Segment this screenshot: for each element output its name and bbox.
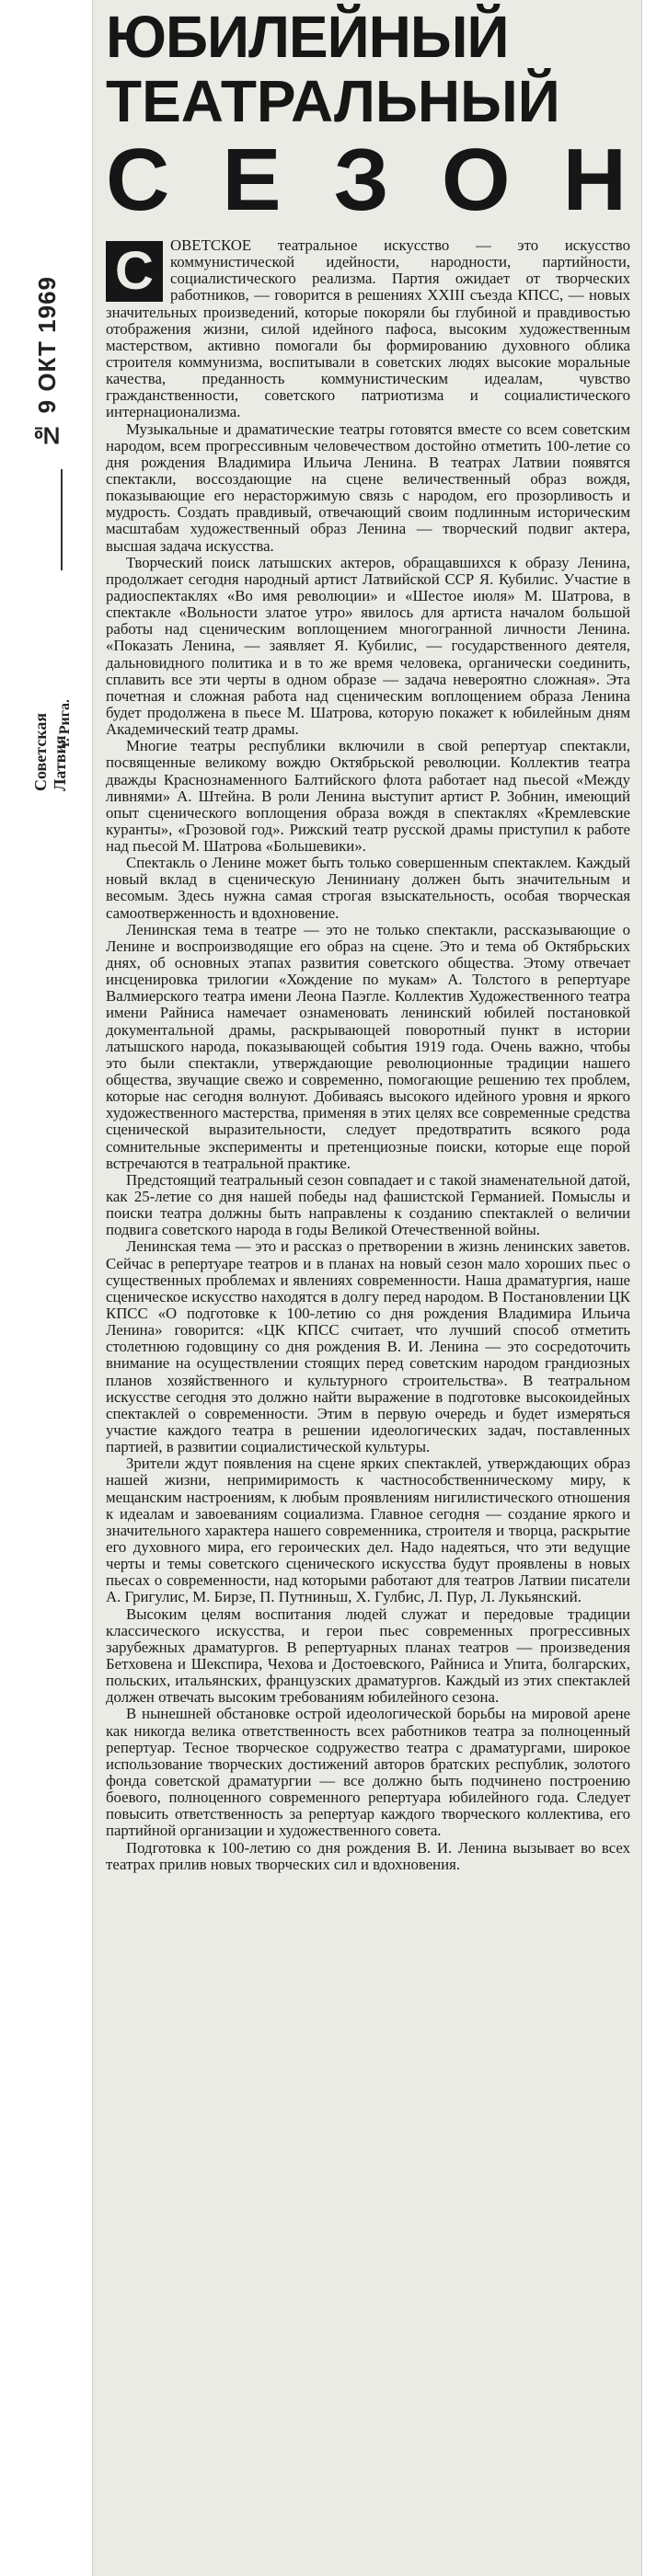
headline-letter: З (333, 131, 389, 229)
article-paragraph: Высоким целям воспитания людей служат и передовые традиции классического искусства, и герои пьес современных прогрессивных зарубежных драматургов. В репертуарных планах театров — произведения Бетховена и Шекспира, Чехова и Достоевского, Райниса и Упита, болгарских, польских, итальянских, французских драматургов. Каждый из этих спектаклей должен отвечать высоким требованиям юбилейного сезона. (106, 1604, 630, 1707)
headline-line-1: ЮБИЛЕЙНЫЙ (106, 4, 509, 70)
article-paragraph: Ленинская тема — это и рассказ о претворении в жизнь ленинских заветов. Сейчас в репертуаре театров и в планах на новый сезон мало хороших пьес о существенных проблемах и явлениях современности. Наша драматургия, наше сценическое искусство находятся в долгу перед народом. В Постановлении ЦК КПСС «О подготовке к 100-летию со дня рождения Владимира Ильича Ленина» говорится: «ЦК КПСС считает, что лучший способ отметить столетнюю годовщину со дня рождения В. И. Ленина — это сосредоточить внимание на осуществлении стоящих перед советским народом грандиозных планов хозяйственного и культурного строительства». В театральном искусстве сегодня это должно найти выражение в подготовке высокоидейных спектаклей о современности. Этим в первую очередь и будет измеряться участие каждого театра в решении идеологических задач, поставленных партией, в развитии социалистической культуры. (106, 1237, 630, 1456)
article-paragraph: Многие театры республики включили в свой репертуар спектакли, посвященные великому вождю Октябрьской революции. Коллектив театра дважды Краснознаменного Балтийского флота работает над пьесой «Между ливнями» А. Штейна. В роли Ленина выступит артист Р. Зобнин, имеющий опыт сценического воплощения образа вождя в спектаклях «Кремлевские куранты», «Грозовой год». Рижский театр русской драмы приступил к работе над пьесой М. Шатрова «Большевики». (106, 737, 630, 856)
article-paragraph: Подготовка к 100-летию со дня рождения В. И. Ленина вызывает во всех театрах прилив новых творческих сил и вдохновения. (106, 1838, 630, 1873)
article-paragraph: Творческий поиск латышских актеров, обращавшихся к образу Ленина, продолжает сегодня народный артист Латвийской ССР Я. Кубилис. Участие в радиоспектаклях «Во имя революции» и «Шестое июля» М. Шатрова, в спектакле «Вольности златое утро» явилось для артиста началом большой работы над сценическим воплощением многогранной личности Ленина. «Показать Ленина, — заявляет Я. Кубилис, — государственного деятеля, дальновидного политика и в то же время человека, органически соединить, сплавить все эти черты в одном образе — задача невероятно сложная». Эта почетная и сложная работа над сценическим воплощением образа Ленина будет продолжена в пьесе М. Шатрова, которую покажет к юбилейным дням Академический театр драмы. (106, 553, 630, 739)
archive-stamp (26, 276, 90, 791)
article-paragraph: Ленинская тема в театре — это не только спектакли, рассказывающие о Ленине и воспроизводящие его образ на сцене. Это и тема об Октябрьских днях, об основных этапах развития советского общества. Этому отвечает инсценировка трилогии «Хождение по мукам» А. Толстого в репертуаре Валмиерского театра имени Леона Паэгле. Коллектив Художественного театра имени Райниса намечает ознаменовать ленинский юбилей постановкой документальной драмы, раскрывающей поворотный пункт в истории латышского народа, показывающей события 1919 года. Очень важно, чтобы это были спектакли, утверждающие революционные традиции нашего общества, звучащие свежо и современно, помогающие решению тех проблем, которые нас сегодня волнуют. Добиваясь высокого идейного уровня и яркого художественного мастерства, применяя в этих целях все современные средства сценической выразительности, следует предотвратить всякого рода сомнительные эксперименты и претенциозные поиски, которые еще порой встречаются в театральной практике. (106, 920, 630, 1172)
stamp-newspaper-name: Советская Латвия (31, 712, 69, 791)
headline-letter: С (106, 131, 170, 229)
headline-letter: О (441, 131, 511, 229)
headline-line-3 (106, 131, 630, 229)
article-paragraph: ОВЕТСКОЕ театральное искусство — это искусство коммунистической идейности, народности, партийности, социалистического реализма. Партия ожидает от творческих работников, — говорится в решениях XXIII съезда КПСС, — новых значительных произведений, которые покоряли бы глубиной и правдивостью отображения жизни, силой идейного пафоса, высоким художественным мастерством, активно помогали бы формированию духовного облика строителя коммунизма, воспитывали в советских людях высокие моральные качества, преданность коммунистическим идеалам, чувство гражданственности, советского патриотизма и социалистического интернационализма. (106, 236, 630, 421)
newspaper-clipping (92, 0, 642, 2576)
headline-letter: Е (222, 131, 282, 229)
article-paragraph: Музыкальные и драматические театры готовятся вместе со всем советским народом, всем прогрессивным человечеством достойно отметить 100-летие со дня рождения Владимира Ильича Ленина. В театрах Латвии появятся спектакли, воссоздающие на сцене величественный образ вождя, показывающие его нерасторжимую связь с народом, его прозорливость и мудрость. Создать правдивый, отвечающий своим подлинным историческим масштабам художественный образ Ленина — творческий подвиг актера, высшая задача искусства. (106, 420, 630, 555)
article-paragraph: Спектакль о Ленине может быть только совершенным спектаклем. Каждый новый вклад в сценическую Лениниану должен быть значительным и весомым. Здесь нужна самая строгая взыскательность, особая творческая самоотверженность и вдохновение. (106, 854, 630, 922)
article-paragraph: Зрители ждут появления на сцене ярких спектаклей, утверждающих образ нашей жизни, непримиримость к частнособственническому миру, к мещанским настроениям, к любым проявлениям нигилистического отношения к идеалам и завоеваниям социализма. Главное сегодня — создание яркого и значительного характера нашего современника, строителя и творца, раскрытие его духовного мира, его героических дел. Надо надеяться, что эти ведущие черты и темы советского сценического искусства будут проявлены в новых пьесах о современности, над которыми работают для театров Латвии писатели А. Григулис, М. Бирзе, П. Путниньш, Х. Гулбис, Л. Пур, Л. Лукьянский. (106, 1455, 630, 1606)
headline-line-2: ТЕАТРАЛЬНЫЙ (106, 68, 560, 134)
article-paragraph: В нынешней обстановке острой идеологической борьбы на мировой арене как никогда велика ответственность всех работников театра за полноценный репертуар. Тесное творческое содружество театра с драматургами, широкое использование творческих достижений авторов братских республик, золотого фонда советской драматургии — все должно быть подчинено построению боевого, полноценного современного репертуара юбилейного года. Следует повысить ответственность за репертуар каждого творческого коллектива, его партийной организации и художественного совета. (106, 1705, 630, 1840)
article-body (106, 237, 630, 1873)
drop-cap: С (106, 241, 163, 302)
stamp-date: № 9 ОКТ 1969 (33, 276, 61, 450)
article-paragraph: Предстоящий театральный сезон совпадает и с такой знаменательной датой, как 25-летие со дня нашей победы над фашистской Германией. Помыслы и поиски театра должны быть направлены к созданию спектаклей о величии подвига советского народа в годы Великой Отечественной войны. (106, 1170, 630, 1239)
stamp-city: г. Рига. (57, 699, 73, 747)
stamp-underline (61, 469, 63, 570)
headline-letter: Н (562, 131, 627, 229)
